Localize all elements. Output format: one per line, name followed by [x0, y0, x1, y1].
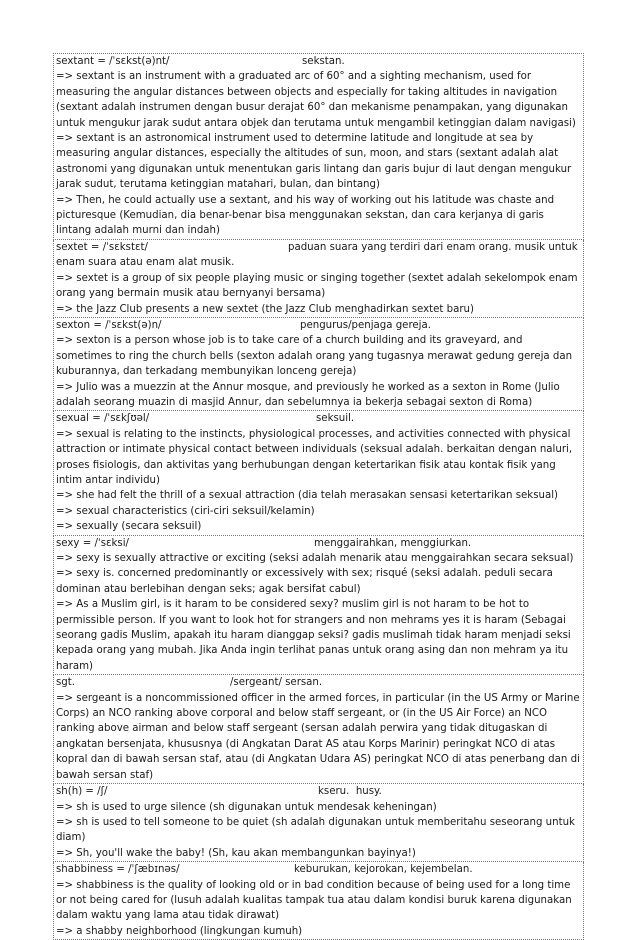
definition-line: => sexy is sexually attractive or exciting (seksi adalah menarik atau menggairahkan secara seksual)	[56, 553, 574, 564]
entry-sexy	[53, 536, 584, 676]
entry-sextant	[53, 53, 584, 240]
example-line: => a shabby neighborhood (lingkungan kumuh)	[56, 925, 303, 937]
headword: sextet = /ˈsɛkstɛt/	[56, 241, 148, 253]
translation: menggairahkan, menggiurkan.	[314, 537, 472, 549]
translation: sekstan.	[302, 56, 345, 67]
headword: sexual = /ˈsɛkʃʊəl/	[56, 413, 150, 425]
definition-line: => shabbiness is the quality of looking old or in bad condition because of being used for a long time or not being cared for (lusuh adalah kualitas tampak tua atau dalam kondisi buruk karena digunakan dalam waktu yang lama atau tidak dirawat)	[56, 879, 572, 922]
entry-header	[56, 675, 581, 690]
example-line: => Julio was a muezzin at the Annur mosque, and previously he worked as a sexton in Rome (Julio adalah seorang muazin di masjid Annur, dan sebelumnya ia bekerja sebagai sexton di Roma)	[56, 381, 560, 408]
definition-line: => sexual is relating to the instincts, physiological processes, and activities connected with physical attraction or intimate physical contact between individuals (seksual adalah. berkaitan dengan naluri, proses fisiologis, dan aktivitas yang berhubungan dengan ketertarikan fisik atau kontak fisik yang intim antar individu)	[56, 428, 573, 486]
headword: sexy = /ˈsɛksi/	[56, 537, 129, 549]
translation: paduan suara yang terdiri dari enam orang. musik untuk enam suara atau enam alat musik.	[56, 241, 578, 269]
definition-line: => sh is used to tell someone to be quiet (sh adalah digunakan untuk memberitahu seseorang untuk diam)	[56, 816, 575, 844]
example-line: => sexual characteristics (ciri-ciri seksuil/kelamin)	[56, 505, 315, 517]
entry-sexton	[53, 318, 584, 411]
entry-header	[56, 536, 581, 551]
entry-header	[56, 862, 581, 877]
translation: pengurus/penjaga gereja.	[300, 319, 431, 331]
definition-line: => sextant is an astronomical instrument used to determine latitude and longitude at sea by measuring angular distances, especially the altitudes of sun, moon, and stars (sextant adalah alat astronomi yang digunakan untuk menentukan garis lintang dan garis bujur di laut dengan mengukur jarak sudut, terutama ketinggian matahari, bulan, dan bintang)	[56, 133, 572, 191]
entry-sexual	[53, 411, 584, 535]
headword: sh(h) = /ʃ/	[56, 786, 108, 798]
entry-header	[56, 318, 581, 333]
example-line: => sexually (secara seksuil)	[56, 521, 202, 533]
headword: sexton = /ˈsɛkst(ə)n/	[56, 319, 162, 331]
example-line: => As a Muslim girl, is it haram to be considered sexy? muslim girl is not haram to be hot to permissible person. If you want to look hot for strangers and non mehrams yes it is haram (Sebagai seorang gadis Muslim, apakah itu haram dianggap seksi? gadis muslimah tidak haram menjadi seksi kepada orang yang mubah. Jika Anda ingin terlihat panas untuk orang asing dan non mehram ya itu haram)	[56, 599, 571, 672]
translation: seksuil.	[316, 413, 355, 425]
definition-line: => sergeant is a noncommissioned officer in the armed forces, in particular (in the US Army or Marine Corps) an NCO ranking above corporal and below staff sergeant, or (in the US Air Force) an NCO ranking above airman and below staff sergeant (sersan adalah perwira yang tidak ditugaskan di angkatan bersenjata, khususnya (di Angkatan Darat AS atau Korps Marinir) peringkat NCO di atas kopral dan di bawah sersan staf, atau (di Angkatan Udara AS) peringkat NCO di atas penerbang dan di bawah sersan staf)	[56, 692, 580, 781]
entry-header	[56, 784, 581, 799]
example-line: => she had felt the thrill of a sexual attraction (dia telah merasakan sensasi ketertarikan seksual)	[56, 490, 559, 502]
example-line: => Sh, you'll wake the baby! (Sh, kau akan membangunkan bayinya!)	[56, 847, 416, 859]
entry-header	[56, 240, 581, 271]
entry-shabbiness	[53, 862, 584, 940]
definition-line: => sh is used to urge silence (sh digunakan untuk mendesak keheningan)	[56, 801, 437, 813]
definition-line: => sextet is a group of six people playing music or singing together (sextet adalah sekelompok enam orang yang bermain musik atau bernyanyi bersama)	[56, 272, 578, 300]
entry-sextet	[53, 240, 584, 318]
example-line: => the Jazz Club presents a new sextet (the Jazz Club menghadirkan sextet baru)	[56, 303, 474, 315]
definition-line: => sextant is an instrument with a graduated arc of 60° and a sighting mechanism, used for measuring the angular distances between objects and especially for taking altitudes in navigation (sextant adalah instrumen dengan busur derajat 60° dan mekanisme penampakan, yang digunakan untuk mengukur jarak sudut antara objek dan terutama untuk mengambil ketinggian dalam navigasi)	[56, 71, 576, 129]
entry-header	[56, 54, 581, 69]
headword: sgt.	[56, 677, 76, 689]
definition-line: => sexy is. concerned predominantly or excessively with sex; risqué (seksi adalah. peduli secara dominan atau berlebihan dengan seks; agak bersifat cabul)	[56, 568, 553, 595]
entry-shh	[53, 784, 584, 862]
headword: sextant = /ˈsɛkst(ə)nt/	[56, 56, 170, 67]
definition-line: => sexton is a person whose job is to take care of a church building and its graveyard, and sometimes to ring the church bells (sexton adalah orang yang tugasnya merawat gedung gereja dan kuburannya, dan terkadang membunyikan lonceng gereja)	[56, 335, 573, 378]
headword: shabbiness = /ˈʃæbɪnəs/	[56, 864, 180, 876]
dictionary-page	[53, 53, 584, 940]
translation: /sergeant/ sersan.	[230, 677, 323, 689]
entry-sgt	[53, 675, 584, 784]
example-line: => Then, he could actually use a sextant, and his way of working out his latitude was chaste and picturesque (Kemudian, dia benar-benar bisa menggunakan sekstan, dan cara kerjanya di garis lintang adalah murni dan indah)	[56, 194, 555, 237]
translation: keburukan, kejorokan, kejembelan.	[294, 864, 473, 876]
entry-header	[56, 411, 581, 426]
translation: kseru. husy.	[318, 786, 382, 798]
